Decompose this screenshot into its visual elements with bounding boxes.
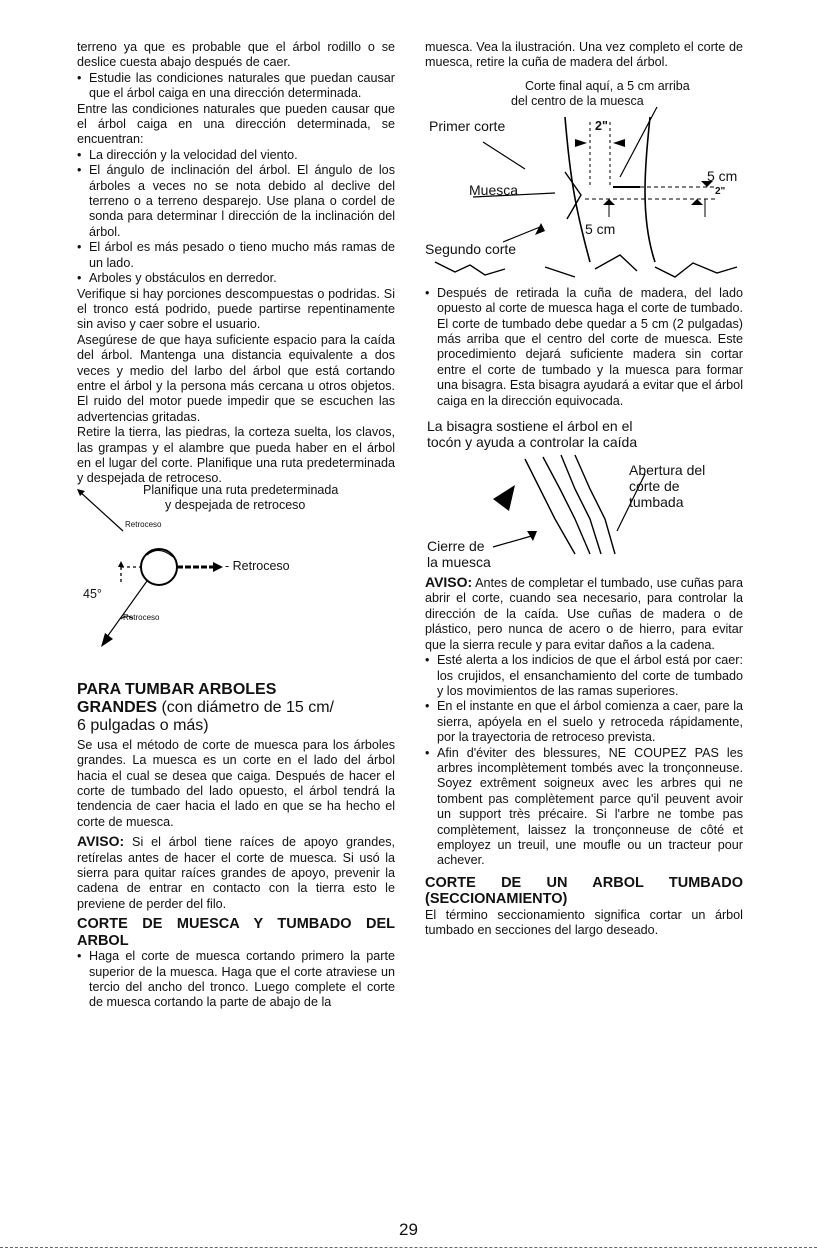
label-abertura: tumbada: [629, 494, 684, 511]
paragraph: Entre las condiciones naturales que pueden causar que el árbol caiga en una dirección determinada, se encuentran:: [77, 101, 395, 147]
figure-caption: y despejada de retroceso: [165, 497, 306, 512]
warning-paragraph: [77, 834, 395, 912]
bullet-item: • Arboles y obstáculos en derredor.: [77, 271, 395, 286]
bottom-rule: [0, 1247, 817, 1248]
paragraph: muesca. Vea la ilustración. Una vez completo el corte de muesca, retire la cuña de madera del árbol.: [425, 40, 743, 70]
section-heading: CORTE DE MUESCA Y TUMBADO DEL ARBOL: [77, 916, 395, 949]
notch-cut-figure: [425, 77, 743, 282]
label-primer-corte: Primer corte: [429, 117, 506, 134]
section-heading: PARA TUMBAR ARBOLES: [77, 680, 277, 698]
bullet-item: • Haga el corte de muesca cortando primero la parte superior de la muesca. Haga que el corte atraviese un tercio del ancho del tronco. Luego complete el corte de muesca cortando la parte de abajo de la: [77, 949, 395, 1011]
warning-text: Antes de completar el tumbado, use cuñas para abrir el corte, cuando sea necesario, para controlar la dirección de la caída. Use cuñas de madera o de plástico, pero nunca de acero o de hierro, para evitar que la sierra recule y para evitar daños a la cadena.: [425, 576, 743, 652]
hinge-figure: [425, 419, 743, 571]
right-column: [425, 40, 743, 939]
paragraph: El término seccionamiento significa cortar un árbol tumbado en secciones del largo deseado.: [425, 907, 743, 938]
figure-caption: La bisagra sostiene el árbol en el: [427, 418, 633, 435]
label-cierre: la muesca: [427, 554, 491, 571]
retroceso-label: Retroceso: [123, 612, 160, 622]
bullet-item: • En el instante en que el árbol comienza a caer, pare la sierra, apóyela en el suelo y retroceda rápidamente, por la trayectoria de retroceso prevista.: [425, 699, 743, 745]
dimension-label: 5 cm: [585, 220, 616, 237]
retreat-path-figure: [77, 482, 395, 675]
paragraph: Retire la tierra, las piedras, la corteza suelta, los clavos, las grampas y el alambre que pueda haber en el árbol en el lugar del corte. Planifique una ruta predeterminada y despejada de retroceso.: [77, 425, 395, 486]
retroceso-label: Retroceso: [125, 519, 162, 529]
warning-text: Si el árbol tiene raíces de apoyo grandes, retírelas antes de hacer el corte de muesca. Si usó la sierra para quitar raíces grandes de apoyo, prevenir la cadena de entrar en contacto con la tierra esto le previene de perder del filo.: [77, 835, 395, 911]
paragraph: terreno ya que es probable que el árbol rodillo o se deslice cuesta abajo después de caer.: [77, 40, 395, 70]
heading-bold: GRANDES: [77, 698, 158, 716]
warning-label: AVISO:: [77, 833, 125, 850]
bullet-item: • Después de retirada la cuña de madera, del lado opuesto al corte de muesca haga el corte de tumbado. El corte de tumbado debe quedar a 5 cm (2 pulgadas) más arriba que el centro del corte de muesca. Este procedimiento dejará suficiente madera sin cortar entre el corte de tumbado y la muesca para formar una bisagra. Esta bisagra ayudará a evitar que el árbol caiga en la dirección equivocada.: [425, 286, 743, 409]
label-muesca: Muesca: [469, 181, 519, 198]
dimension-label: 2": [595, 118, 608, 133]
page-number: 29: [399, 1220, 418, 1239]
paragraph: Se usa el método de corte de muesca para los árboles grandes. La muesca es un corte en el lado del árbol hacia el cual se desea que caiga. Después de hacer el corte de tumbado del lado opuesto, el árbol tendrá la tendencia de caer hacia el lado en que se ha hecho el corte de muesca.: [77, 737, 395, 829]
left-column: [77, 40, 395, 1011]
angle-label: 45°: [83, 586, 102, 601]
bullet-item: • Esté alerta a los indicios de que el árbol está por caer: los crujidos, el ensanchamiento del corte de tumbado y los movimientos de las ramas superiores.: [425, 653, 743, 699]
figure-caption: tocón y ayuda a controlar la caída: [427, 434, 638, 451]
dimension-label: 5 cm: [707, 167, 738, 184]
warning-paragraph: [425, 575, 743, 653]
label-abertura: Abertura del: [629, 462, 706, 479]
section-heading: CORTE DE UN ARBOL TUMBADO (SECCIONAMIENTO): [425, 874, 743, 908]
figure-caption: del centro de la muesca: [511, 93, 644, 108]
heading-rest: (con diámetro de 15 cm/: [157, 698, 334, 716]
section-heading: [77, 699, 395, 717]
label-segundo-corte: Segundo corte: [425, 240, 517, 257]
retreat-path-diagram: [77, 487, 395, 675]
paragraph: Verifique si hay porciones descompuestas o podridas. Si el tronco está podrido, puede partirse repentinamente sin aviso y caer sobre el usuario.: [77, 286, 395, 332]
bullet-item: • Estudie las condiciones naturales que puedan causar que el árbol caiga en una dirección determinada.: [77, 71, 395, 102]
bullet-item: • El ángulo de inclinación del árbol. El ángulo de los árboles a veces no se nota debido al declive del terreno o a terreno desparejo. Use plana o cordel de sonda para determinar l dirección de la inclinación del árbol.: [77, 163, 395, 240]
label-abertura: corte de: [629, 478, 680, 495]
retroceso-label: - Retroceso: [225, 558, 290, 573]
dimension-label: 2": [715, 185, 726, 197]
bullet-item: • El árbol es más pesado o tieno mucho más ramas de un lado.: [77, 240, 395, 271]
label-cierre: Cierre de: [427, 538, 485, 555]
bullet-item: • La dirección y la velocidad del viento.: [77, 148, 395, 163]
bullet-item: • Afin d'éviter des blessures, NE COUPEZ PAS les arbres incomplètement tombés avec la tronçonneuse. Soyez extrêment soigneux avec les arbres qui ne tombent pas complètement parce qu'il peuvent avoir un support très précaire. Si l'arbre ne tombe pas complètement, laissez la tronçonneuse de côté et employez un treuil, une moufle ou un tracteur pour achever.: [425, 746, 743, 869]
figure-caption: Corte final aquí, a 5 cm arriba: [525, 78, 690, 93]
section-subheading: 6 pulgadas o más): [77, 716, 209, 734]
paragraph: Asegúrese de que haya suficiente espacio para la caída del árbol. Mantenga una distancia equivalente a dos veces y medio del larbo del árbol que está cortando entre el árbol y la persona más cercana u otros objetos. El ruido del motor puede impedir que se escuchen las advertencias gritadas.: [77, 332, 395, 424]
warning-label: AVISO:: [425, 574, 473, 591]
figure-caption: Planifique una ruta predeterminada: [143, 482, 339, 497]
